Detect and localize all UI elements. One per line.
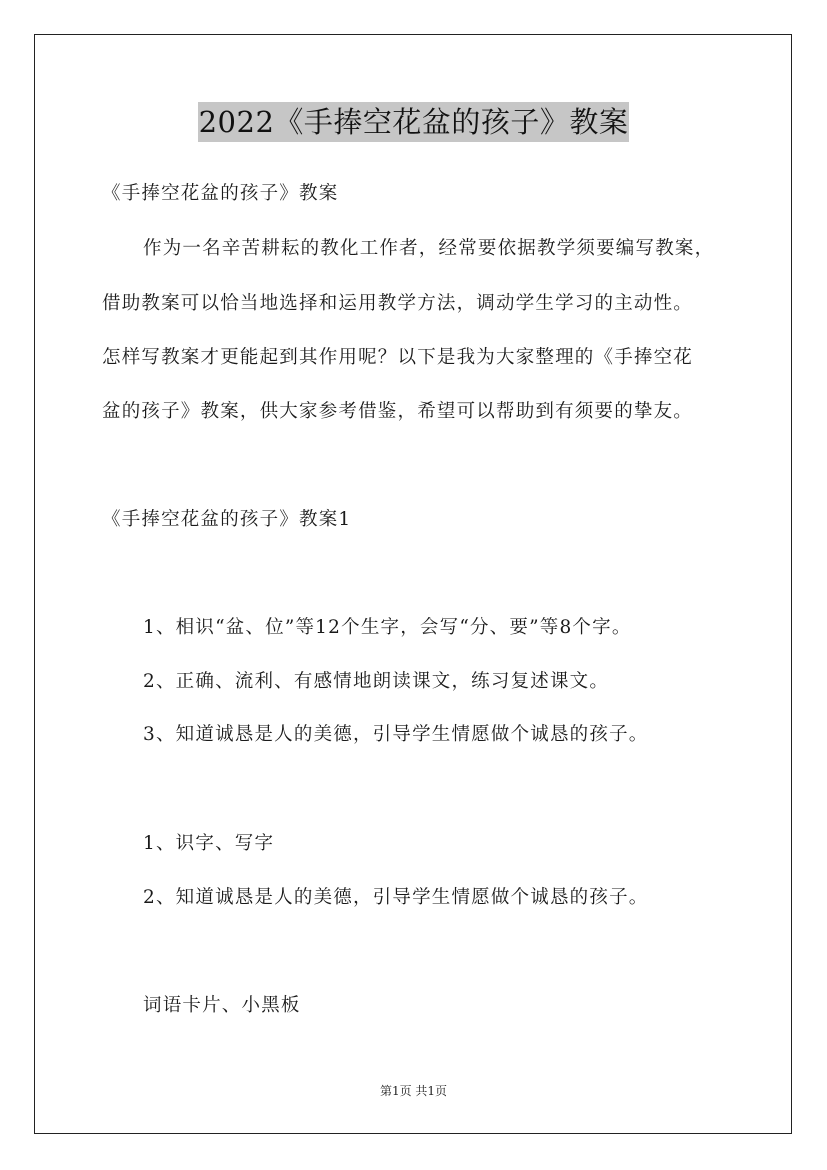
- page-footer: 第1页 共1页: [379, 1084, 448, 1098]
- intro-line-4: 盆的孩子》教案，供大家参考借鉴，希望可以帮助到有须要的挚友。: [102, 401, 694, 422]
- intro-line-1: 作为一名辛苦耕耘的教化工作者，经常要依据教学须要编写教案，: [143, 238, 715, 259]
- materials-text: 词语卡片、小黑板: [143, 995, 301, 1016]
- intro-line-3: 怎样写教案才更能起到其作用呢？以下是我为大家整理的《手捧空花: [102, 347, 694, 368]
- objective-item-1: 1、相识“盆、位”等12个生字，会写“分、要”等8个字。: [143, 617, 632, 638]
- objective-item-3: 3、知道诚恳是人的美德，引导学生情愿做个诚恳的孩子。: [143, 724, 649, 745]
- title-container: [0, 102, 827, 142]
- key-point-item-2: 2、知道诚恳是人的美德，引导学生情愿做个诚恳的孩子。: [143, 887, 649, 908]
- key-point-item-1: 1、识字、写字: [143, 833, 275, 854]
- intro-line-2: 借助教案可以恰当地选择和运用教学方法，调动学生学习的主动性。: [102, 293, 694, 314]
- section-heading: 《手捧空花盆的孩子》教案1: [102, 509, 352, 530]
- document-title: 2022《手捧空花盆的孩子》教案: [198, 102, 630, 142]
- document-subtitle: 《手捧空花盆的孩子》教案: [102, 183, 339, 204]
- objective-item-2: 2、正确、流利、有感情地朗读课文，练习复述课文。: [143, 671, 610, 692]
